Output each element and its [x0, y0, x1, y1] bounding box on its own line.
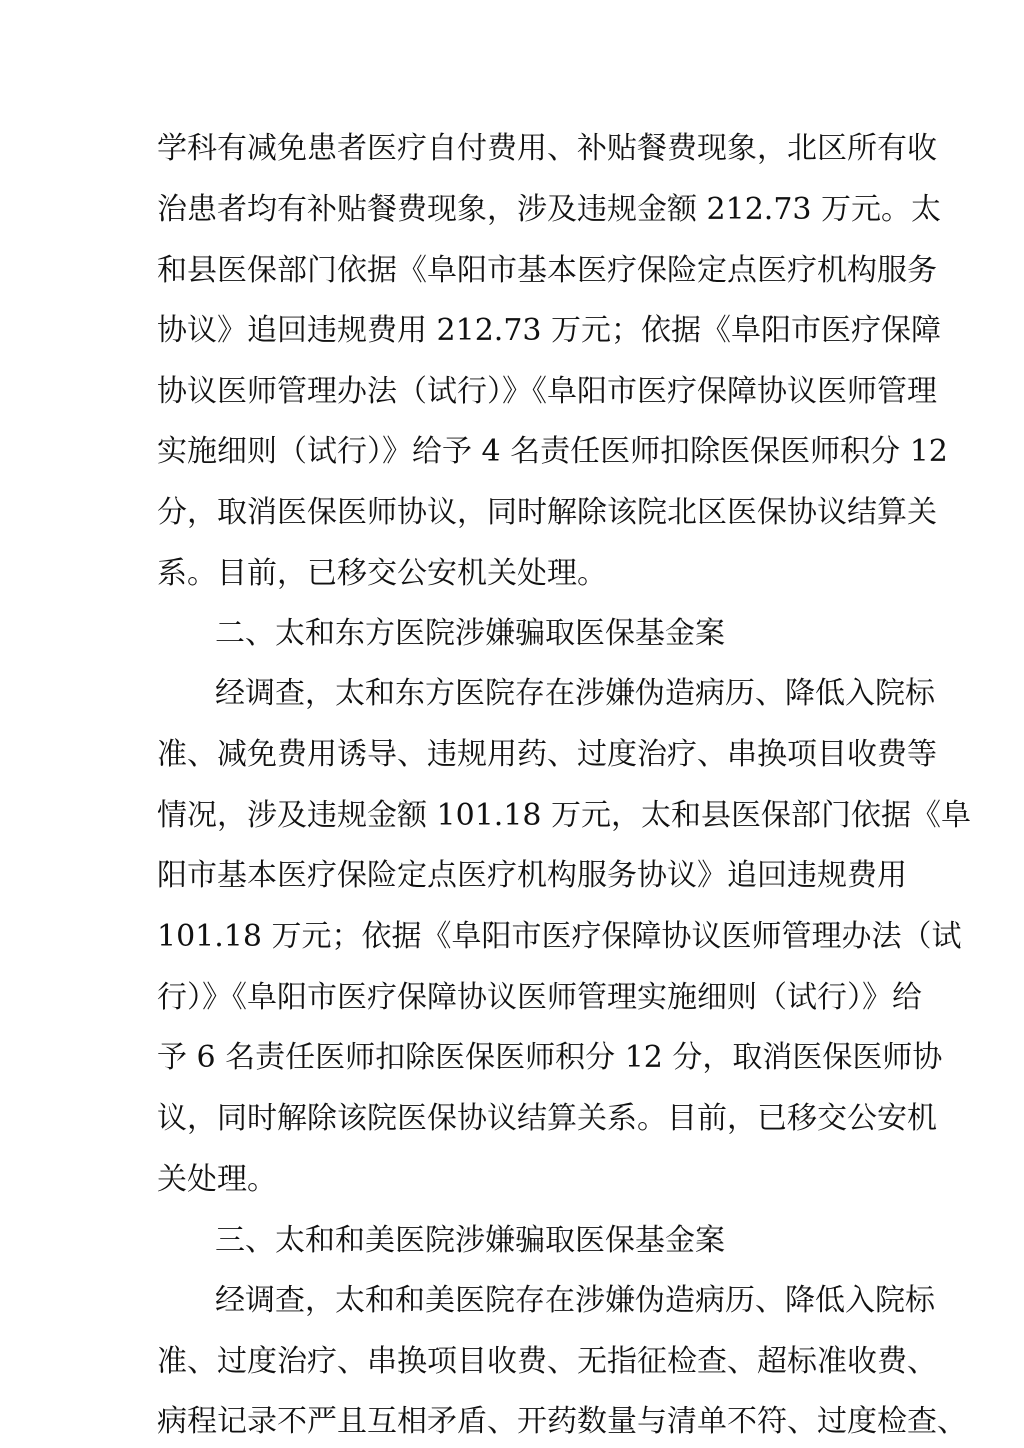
paragraph-line: 治患者均有补贴餐费现象，涉及违规金额 212.73 万元。太: [157, 192, 942, 227]
paragraph-line: 情况，涉及违规金额 101.18 万元，太和县医保部门依据《阜: [157, 798, 972, 833]
section-heading: 二、太和东方医院涉嫌骗取医保基金案: [215, 616, 725, 651]
paragraph-line: 准、过度治疗、串换项目收费、无指征检查、超标准收费、: [157, 1344, 937, 1379]
paragraph-line: 予 6 名责任医师扣除医保医师积分 12 分，取消医保医师协: [157, 1040, 943, 1075]
paragraph-line: 协议》追回违规费用 212.73 万元；依据《阜阳市医疗保障: [157, 313, 942, 348]
paragraph-line: 协议医师管理办法（试行）》《阜阳市医疗保障协议医师管理: [157, 374, 937, 409]
paragraph-line: 议，同时解除该院医保协议结算关系。目前，已移交公安机: [157, 1101, 937, 1136]
paragraph-line: 和县医保部门依据《阜阳市基本医疗保险定点医疗机构服务: [157, 253, 937, 288]
section-heading: 三、太和和美医院涉嫌骗取医保基金案: [215, 1223, 725, 1258]
paragraph-line: 学科有减免患者医疗自付费用、补贴餐费现象，北区所有收: [157, 131, 937, 166]
paragraph-line: 经调查，太和和美医院存在涉嫌伪造病历、降低入院标: [215, 1283, 935, 1318]
paragraph-line: 关处理。: [157, 1162, 277, 1197]
paragraph-line: 阳市基本医疗保险定点医疗机构服务协议》追回违规费用: [157, 858, 907, 893]
paragraph-line: 病程记录不严且互相矛盾、开药数量与清单不符、过度检查、: [157, 1404, 967, 1439]
paragraph-line: 行）》《阜阳市医疗保障协议医师管理实施细则（试行）》给: [157, 980, 922, 1015]
paragraph-line: 系。目前，已移交公安机关处理。: [157, 556, 607, 591]
paragraph-line: 101.18 万元；依据《阜阳市医疗保障协议医师管理办法（试: [157, 919, 962, 954]
paragraph-line: 准、减免费用诱导、违规用药、过度治疗、串换项目收费等: [157, 737, 937, 772]
paragraph-line: 经调查，太和东方医院存在涉嫌伪造病历、降低入院标: [215, 676, 935, 711]
paragraph-line: 实施细则（试行）》给予 4 名责任医师扣除医保医师积分 12: [157, 434, 948, 469]
paragraph-line: 分，取消医保医师协议，同时解除该院北区医保协议结算关: [157, 495, 937, 530]
